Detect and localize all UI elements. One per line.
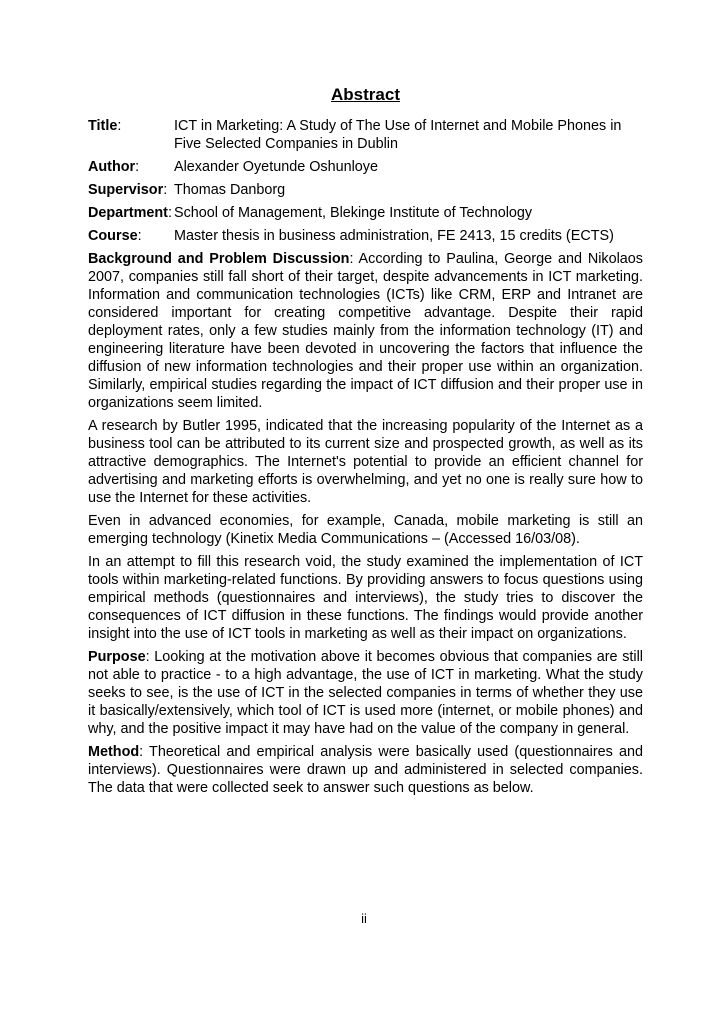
research-void-paragraph: In an attempt to fill this research void, the study examined the implementation of ICT tools within marketing-related functions. By providing answers to focus questions using empirical methods (questionnaires and interviews), the study tries to discover the consequences of ICT diffusion in these functions. The findings would provide another insight into the use of ICT tools in marketing as well as their impact on organizations. <box>88 554 643 642</box>
document-page <box>88 84 643 802</box>
meta-label: Author <box>88 159 136 175</box>
meta-label: Title <box>88 118 118 134</box>
background-paragraph <box>88 250 643 412</box>
butler-paragraph: A research by Butler 1995, indicated that the increasing popularity of the Internet as a business tool can be attributed to its current size and prospected growth, as well as its attractive demographics. The Internet's potential to provide an efficient channel for advertising and marketing efforts is overwhelming, and yet no one is really sure how to use the Internet for these activities. <box>88 418 643 506</box>
paragraph-text: : Theoretical and empirical analysis were basically used (questionnaires and interviews). Questionnaires were drawn up and administered in selected companies. The data that were collected seek to answer such questions as below. <box>88 744 643 796</box>
page-number: ii <box>361 911 367 926</box>
meta-row-title: Title: ICT in Marketing: A Study of The Use of Internet and Mobile Phones in Five Selected Companies in Dublin <box>88 117 643 153</box>
meta-label: Department <box>88 205 168 221</box>
meta-row-department: Department: School of Management, Blekinge Institute of Technology <box>88 204 643 222</box>
meta-row-author: Author: Alexander Oyetunde Oshunloye <box>88 158 643 176</box>
meta-label: Course <box>88 228 138 244</box>
meta-value: Alexander Oyetunde Oshunloye <box>174 159 378 175</box>
meta-label: Supervisor <box>88 182 164 198</box>
meta-row-supervisor: Supervisor: Thomas Danborg <box>88 181 643 199</box>
section-label: Purpose <box>88 649 146 665</box>
canada-paragraph: Even in advanced economies, for example, Canada, mobile marketing is still an emerging technology (Kinetix Media Communications – (Accessed 16/03/08). <box>88 513 643 547</box>
section-label: Method <box>88 744 140 760</box>
meta-row-course: Course: Master thesis in business administration, FE 2413, 15 credits (ECTS) <box>88 227 643 245</box>
paragraph-text: : Looking at the motivation above it becomes obvious that companies are still not able to practice - to a high advantage, the use of ICT in marketing. What the study seeks to see, is the use of ICT in the selected companies in terms of whether they use it basically/extensively, which tool of ICT is used more (internet, or mobile phones) and why, and the positive impact it may have had on the value of the company in general. <box>88 649 643 737</box>
page-title: Abstract <box>331 85 400 104</box>
purpose-paragraph <box>88 648 643 738</box>
section-label: Background and Problem Discussion <box>88 251 350 267</box>
meta-value: Thomas Danborg <box>174 182 286 198</box>
paragraph-text: : According to Paulina, George and Nikolaos 2007, companies still fall short of their target, despite advancements in ICT marketing. Information and communication technologies (ICTs) like CRM, ERP and Intranet are considered important for creating competitive advantage. Despite their rapid deployment rates, only a few studies mainly from the information technology (IT) and engineering literature have been devoted in uncovering the factors that influence the diffusion of new information technologies and their proper use within an organization. Similarly, empirical studies regarding the impact of ICT diffusion and their proper use in organizations seem limited. <box>88 251 644 411</box>
meta-value: School of Management, Blekinge Institute of Technology <box>174 205 533 221</box>
meta-value: Master thesis in business administration, FE 2413, 15 credits (ECTS) <box>174 228 614 244</box>
meta-value: ICT in Marketing: A Study of The Use of Internet and Mobile Phones in Five Selected Companies in Dublin <box>174 118 622 152</box>
method-paragraph <box>88 743 643 797</box>
